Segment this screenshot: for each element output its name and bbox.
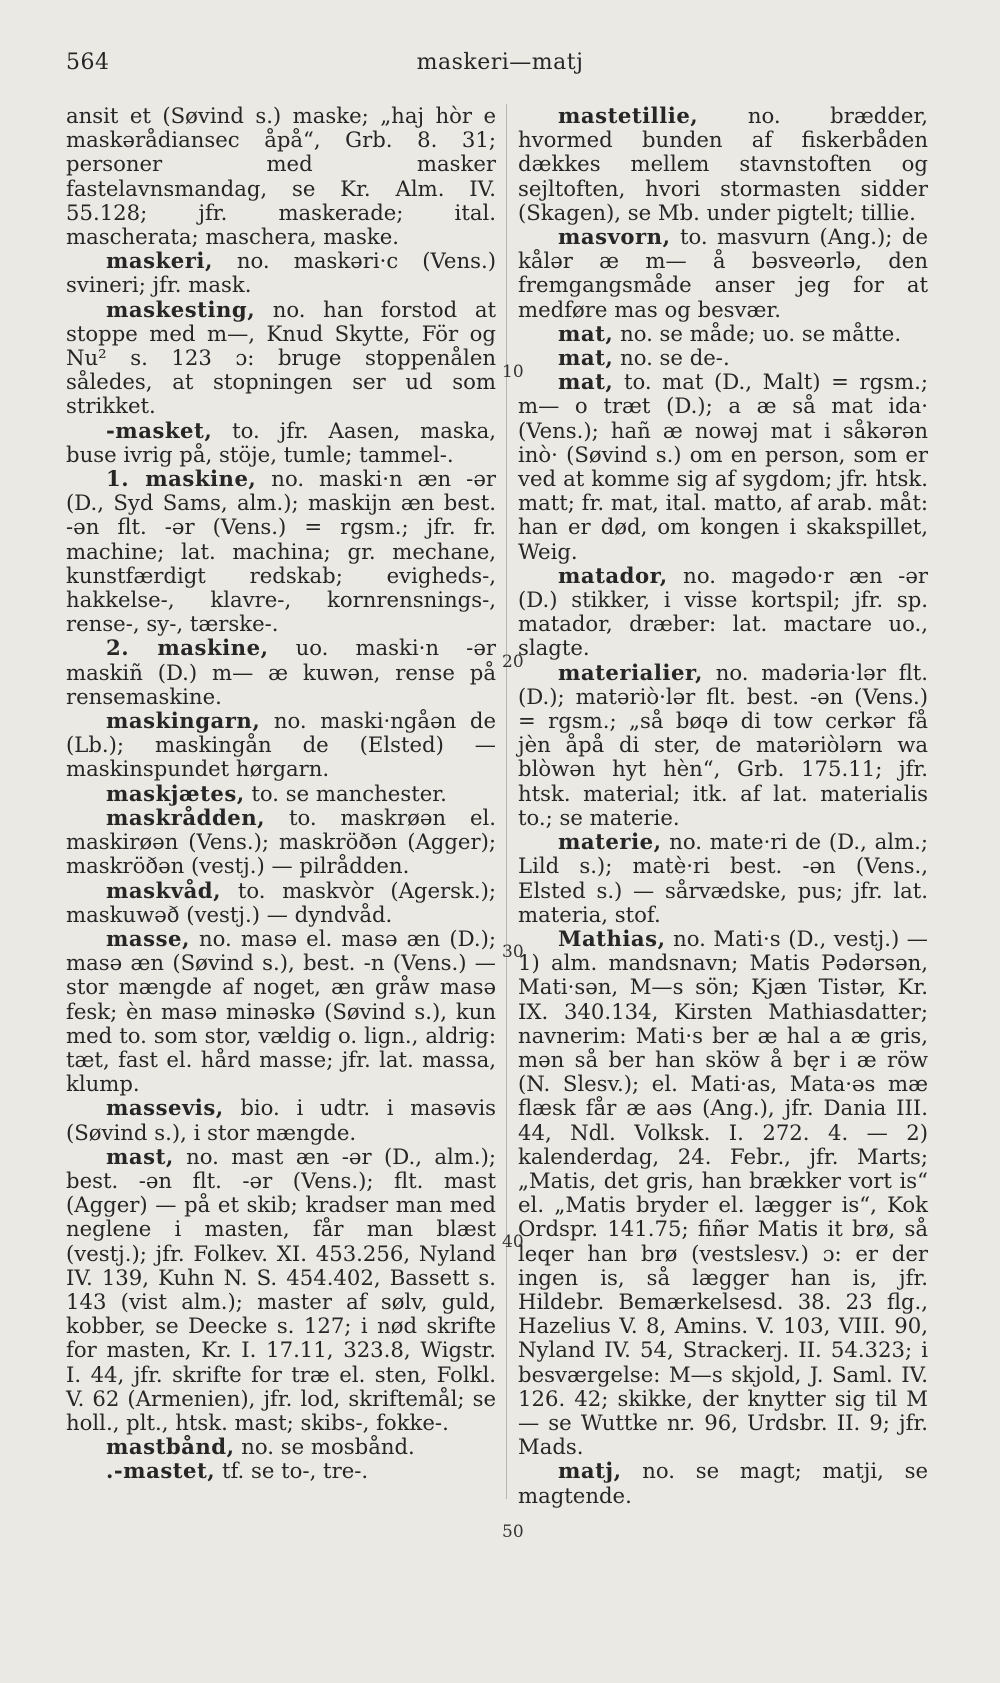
entry-text: no. mast æn -ər (D., alm.); best. -ən flt. -ər (Vens.); flt. mast (Agger) — på et skib; kradser man med neglene i masten, får man blæst (vestj.); jfr. Folkev. XI. 453.256, Nyland IV. 139, Kuhn N. S. 454.402, Bassett s. 143 (vist alm.); master af sølv, guld, kobber, se Deecke s. 127; i nød skrifte for masten, Kr. I. 17.11, 323.8, Wigstr. I. 44, jfr. skrifte for træ el. sten, Folkl. V. 62 (Armenien), jfr. lod, skriftemål; se holl., plt., htsk. mast; skibs-, fokke-.	[66, 1143, 496, 1435]
entry-text: no. maski·ngåən de (Lb.); maskingån de (Elsted) — maskinspundet hørgarn.	[66, 708, 496, 782]
entry-headword: 1. maskine,	[106, 466, 257, 492]
entry-headword: maskesting,	[106, 296, 256, 322]
running-title: maskeri—matj	[416, 50, 584, 75]
entry-text: no. se måde; uo. se måtte.	[620, 320, 902, 346]
entry-headword: maskrådden,	[106, 804, 266, 830]
line-number-10: 10	[502, 362, 524, 382]
entry-text: no. brædder, hvormed bunden af fiskerbåden dækkes mellem stavnstoften og sejltoften, hvori stormasten sidder (Skagen), se Mb. under pigtelt; tillie.	[518, 103, 928, 225]
dictionary-entry	[66, 249, 496, 297]
dictionary-entry	[66, 419, 496, 467]
entry-headword: masvorn,	[558, 224, 671, 250]
page-number: 564	[66, 50, 110, 75]
entry-text: to. maskvòr (Agersk.); maskuwəð (vestj.) — dyndvåd.	[66, 877, 496, 927]
entry-headword: mastbånd,	[106, 1434, 235, 1460]
entry-headword: -masket,	[106, 417, 213, 443]
dictionary-entry	[518, 346, 928, 370]
dictionary-entry	[66, 927, 496, 1096]
entry-headword: maskeri,	[106, 248, 213, 274]
line-number-50: 50	[502, 1522, 524, 1542]
entry-headword: .-mastet,	[106, 1458, 216, 1484]
line-number-40: 40	[502, 1232, 524, 1252]
dictionary-entry	[66, 879, 496, 927]
entry-text: uo. maski·n -ər maskiñ (D.) m— æ kuwən, rense på rensemaskine.	[66, 635, 496, 709]
entry-text: bio. i udtr. i masəvis (Søvind s.), i stor mængde.	[66, 1095, 496, 1145]
entry-text: to. se manchester.	[251, 780, 447, 806]
right-column	[518, 104, 928, 1508]
entry-text: no. maskəri·c (Vens.) svineri; jfr. mask.	[66, 248, 496, 298]
dictionary-entry	[518, 1459, 928, 1507]
dictionary-entry	[66, 1145, 496, 1435]
dictionary-entry	[518, 830, 928, 927]
dictionary-entry	[66, 104, 496, 249]
entry-text: to. mat (D., Malt) = rgsm.; m— o træt (D.); a æ så mat ida· (Vens.); hañ æ nowəj mat i såkərən inò· (Søvind s.) om en person, som er ved at komme sig af sygdom; jfr. htsk. matt; fr. mat, ital. matto, af arab. måt: han er død, om kongen i skakspillet, Weig.	[518, 369, 928, 564]
entry-headword: mastetillie,	[558, 103, 699, 128]
entry-text: no. madəria·lər flt. (D.); matəriò·lər flt. best. -ən (Vens.) = rgsm.; „så bøqə di tow cerkər få jèn åpå di ster, de matəriòlərn wa blòwən hyt hèn“, Grb. 175.11; jfr. htsk. material; itk. af lat. materialis to.; se materie.	[518, 659, 928, 830]
entry-headword: mat,	[558, 345, 614, 371]
entry-headword: mat,	[558, 369, 614, 395]
entry-text: no. se magt; matji, se magtende.	[518, 1458, 928, 1508]
entry-text: no. se mosbånd.	[241, 1434, 415, 1460]
dictionary-entry	[66, 782, 496, 806]
dictionary-entry	[66, 806, 496, 879]
left-column	[66, 104, 496, 1484]
entry-text: no. masə el. masə æn (D.); masə æn (Søvind s.), best. -n (Vens.) — stor mængde af noget, æn gråw masə fesk; èn masə minəskə (Søvind s.), kun med to. som stor, vældig o. lign., aldrig: tæt, fast el. hård masse; jfr. lat. massa, klump.	[66, 925, 496, 1097]
entry-headword: Mathias,	[558, 925, 666, 951]
entry-text: no. se de-.	[620, 345, 730, 371]
entry-text: to. jfr. Aasen, maska, buse ivrig på, stöje, tumle; tammel-.	[66, 417, 496, 467]
entry-headword: materie,	[558, 829, 662, 855]
dictionary-entry	[66, 298, 496, 419]
dictionary-entry	[518, 104, 928, 225]
entry-text: no. magədo·r æn -ər (D.) stikker, i visse kortspil; jfr. sp. matador, dræber: lat. mactare uo., slagte.	[518, 562, 928, 661]
entry-headword: materialier,	[558, 659, 703, 685]
dictionary-entry	[518, 661, 928, 830]
entry-text: no. Mati·s (D., vestj.) — 1) alm. mandsnavn; Matis Pədərsən, Mati·sən, M—s sön; Kjæn Tistər, Kr. IX. 340.134, Kirsten Mathiasdatter; navnerim: Mati·s ber æ hal a æ gris, mən så ber han sköw å bęr i æ röw (N. Slesv.); el. Mati·as, Mata·əs mæ flæsk får æ aəs (Ang.), jfr. Dania III. 44, Ndl. Volksk. I. 272. 4. — 2) kalenderdag, 24. Febr., jfr. Marts; „Matis, det gris, han brækker vort is“ el. „Matis bryder el. lægger is“, Kok Ordspr. 141.75; fiñər Matis it brø, så leqer han brø (vestslesv.) ɔ: er der ingen is, så lægger han is, jfr. Hildebr. Bemærkelsesd. 38. 23 flg., Hazelius V. 8, Amins. V. 103, VIII. 90, Nyland IV. 54, Strackerj. II. 54.323; i besværgelse: M—s skjold, J. Saml. IV. 126. 42; skikke, der knytter sig til M— se Wuttke nr. 96, Urdsbr. II. 9; jfr. Mads.	[518, 925, 928, 1460]
entry-headword: matador,	[558, 562, 668, 588]
entry-text: tf. se to-, tre-.	[221, 1458, 369, 1484]
dictionary-entry	[518, 564, 928, 661]
entry-text: no. han forstod at stoppe med m—, Knud Skytte, För og Nu² s. 123 ɔ: bruge stoppenålen således, at stopningen ser ud som strikket.	[66, 296, 496, 419]
dictionary-entry	[518, 370, 928, 564]
entry-text: no. maski·n æn -ər (D., Syd Sams, alm.); maskijn æn best. -ən flt. -ər (Vens.) = rgsm.; jfr. fr. machine; lat. machina; gr. mechane, kunstfærdigt redskab; evigheds-, hakkelse-, klavre-, kornrensnings-, rense-, sy-, tærske-.	[66, 466, 496, 637]
dictionary-entry	[66, 467, 496, 636]
line-number-30: 30	[502, 942, 524, 962]
line-number-20: 20	[502, 652, 524, 672]
dictionary-entry	[66, 1459, 496, 1483]
entry-headword: maskvåd,	[106, 877, 221, 903]
dictionary-entry	[66, 1096, 496, 1144]
entry-text: ansit et (Søvind s.) maske; „haj hòr e maskərådiansec åpå“, Grb. 8. 31; personer med masker fastelavnsmandag, se Kr. Alm. IV. 55.128; jfr. maskerade; ital. mascherata; maschera, maske.	[66, 103, 496, 250]
dictionary-entry	[66, 636, 496, 709]
entry-headword: masse,	[106, 925, 190, 951]
entry-text: to. masvurn (Ang.); de kålər æ m— å bəsveərlə, den fremgangsmåde anser jeg for at medføre mas og besvær.	[518, 224, 928, 322]
column-divider	[506, 104, 507, 1499]
entry-headword: massevis,	[106, 1095, 224, 1121]
entry-text: no. mate·ri de (D., alm.; Lild s.); matè·ri best. -ən (Vens., Elsted s.) — sårvædske, pus; jfr. lat. materia, stof.	[518, 829, 928, 927]
entry-headword: 2. maskine,	[106, 635, 269, 661]
entry-text: to. maskrøən el. maskirøən (Vens.); maskröðən (Agger); maskröðən (vestj.) — pilrådden.	[66, 804, 496, 879]
dictionary-entry	[66, 1435, 496, 1459]
entry-headword: matj,	[558, 1458, 622, 1484]
dictionary-entry	[518, 322, 928, 346]
dictionary-entry	[518, 225, 928, 322]
entry-headword: maskjætes,	[106, 780, 245, 806]
entry-headword: mast,	[106, 1143, 174, 1169]
entry-headword: maskingarn,	[106, 708, 261, 734]
dictionary-entry	[66, 709, 496, 782]
dictionary-entry	[518, 927, 928, 1459]
entry-headword: mat,	[558, 320, 614, 346]
